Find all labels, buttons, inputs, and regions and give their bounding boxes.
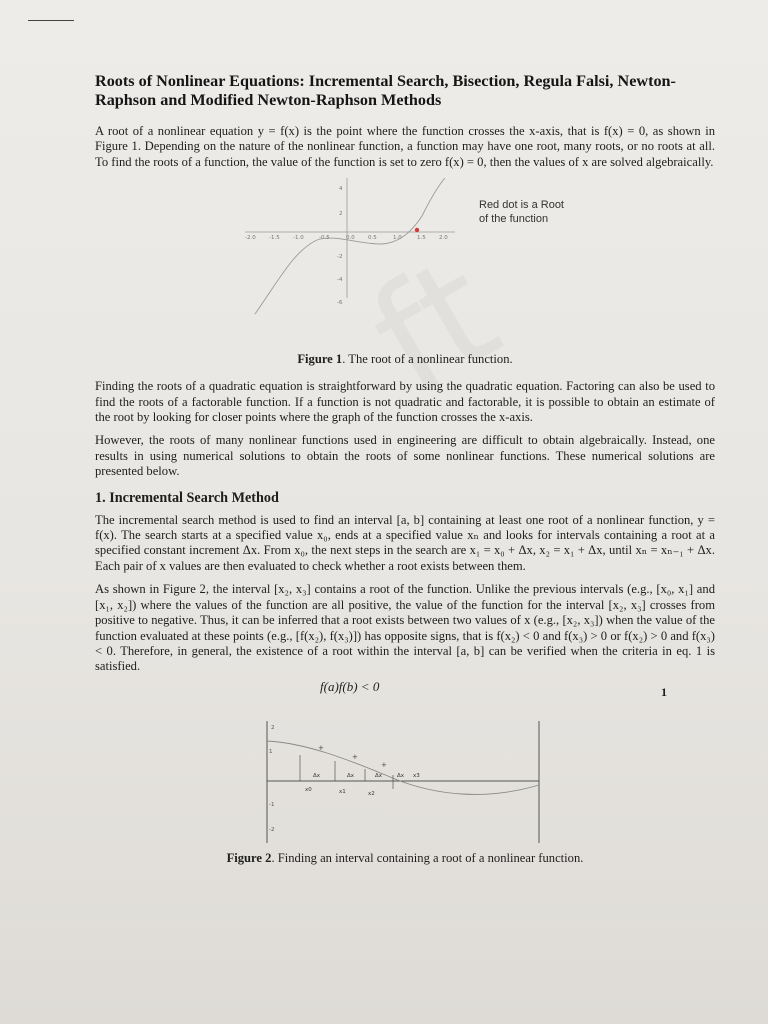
fig1-curve bbox=[255, 178, 445, 314]
fig2-plus-mark: + bbox=[318, 743, 324, 752]
header-rule bbox=[28, 20, 74, 21]
equation-1-number: 1 bbox=[661, 684, 667, 699]
fig1-xtick: 0.5 bbox=[368, 235, 377, 242]
body-paragraph-3: However, the roots of many nonlinear functions used in engineering are difficult to obtain algebraically. Instead, one results in using numerical solutions to obtain the roots of some nonlinear functions. These numerical solutions are presented below. bbox=[95, 433, 715, 479]
fig2-x3-label: x3 bbox=[413, 772, 420, 779]
figure-2-caption-text: . Finding an interval containing a root of a nonlinear function. bbox=[271, 850, 584, 865]
page-title: Roots of Nonlinear Equations: Incremental Search, Bisection, Regula Falsi, Newton-Raphson and Modified Newton-Raphson Methods bbox=[95, 72, 676, 109]
section-1-heading: 1. Incremental Search Method bbox=[95, 489, 279, 506]
fig2-plus-mark: + bbox=[352, 752, 358, 761]
fig1-xtick: 1.0 bbox=[393, 235, 402, 242]
fig2-ytick: 2 bbox=[271, 724, 275, 731]
fig1-annotation-line1: Red dot is a Root bbox=[479, 199, 564, 212]
fig1-ytick: 4 bbox=[339, 186, 343, 193]
figure-2 bbox=[95, 703, 715, 851]
section-1-paragraph-2: As shown in Figure 2, the interval [x₂, x₃] contains a root of the function. Unlike the previous intervals (e.g., [x₀, x₁] and [x₁, x₂]) where the values of the function are all positive, the value of the function for the interval [x₂, x₃] crosses from positive to negative. Thus, it can be inferred that a root exists between two values of x (e.g., [x₂, x₃]) when the value of the function evaluated at these points (e.g., [f(x₂), f(x₃)]) has opposite signs, that is f(x₂) < 0 and f(x₃) > 0 or f(x₂) > 0 and f(x₃) < 0. Therefore, in general, the existence of a root within the interval [a, b] can be verified when the criteria in eq. 1 is satisfied. bbox=[95, 582, 715, 674]
figure-1-caption-text: . The root of a nonlinear function. bbox=[342, 352, 513, 367]
fig2-ytick: -2 bbox=[269, 826, 275, 833]
fig1-xtick: -1.5 bbox=[269, 235, 280, 242]
intro-paragraph: A root of a nonlinear equation y = f(x) is the point where the function crosses the x-axis, that is f(x) = 0, as shown in Figure 1. Depending on the nature of the nonlinear function, a function may have one root, many roots, or no roots at all. To find the roots of a function, the value of the function is set to zero f(x) = 0, then the values of x are solved algebraically. bbox=[95, 124, 715, 169]
fig2-plus-mark: + bbox=[381, 760, 387, 769]
fig1-xtick: 1.5 bbox=[417, 235, 426, 242]
section-1-paragraph-1: The incremental search method is used to find an interval [a, b] containing at least one root of a nonlinear function, y = f(x). The search starts at a specified value x₀, ends at a specified value xₙ and looks for intervals containing a root at a specified constant increment Δx. From x₀, the next steps in the search are x₁ = x₀ + Δx, x₂ = x₁ + Δx, until xₙ = xₙ₋₁ + Δx. Each pair of x values are then evaluated to check whether a root exists between them. bbox=[95, 512, 715, 573]
fig1-annotation-line2: of the function bbox=[479, 213, 549, 226]
figure-1 bbox=[95, 178, 715, 346]
equation-1: f(a)f(b) < 0 bbox=[320, 678, 380, 694]
fig1-xtick: -1.0 bbox=[293, 235, 304, 242]
fig1-xtick: 0.0 bbox=[346, 235, 355, 242]
fig1-xtick: 2.0 bbox=[439, 235, 448, 242]
figure-1-caption bbox=[95, 352, 715, 367]
fig2-ytick: 1 bbox=[269, 748, 273, 755]
fig2-dx-label: Δx bbox=[313, 772, 321, 779]
fig1-ytick: -4 bbox=[337, 277, 343, 284]
fig2-dx-label: Δx bbox=[375, 772, 383, 779]
figure-1-label: Figure 1 bbox=[297, 352, 343, 367]
figure-2-plot bbox=[95, 703, 715, 851]
fig2-x-label: x2 bbox=[368, 790, 375, 797]
fig1-ytick: 2 bbox=[339, 211, 343, 218]
fig2-ytick: -1 bbox=[269, 801, 275, 808]
figure-2-caption bbox=[95, 851, 715, 866]
body-paragraph-2: Finding the roots of a quadratic equation is straightforward by using the quadratic equation. Factoring can also be used to find the roots of a factorable function. If a function is not quadratic and factorable, it is possible to obtain an estimate of the root by looking for closer points where the graph of the function crosses the x-axis. bbox=[95, 379, 715, 425]
fig1-root-dot bbox=[415, 228, 419, 232]
fig2-dx-label: Δx bbox=[347, 772, 355, 779]
figure-2-label: Figure 2 bbox=[226, 850, 272, 865]
fig2-x-label: x1 bbox=[339, 788, 346, 795]
document-body bbox=[95, 72, 715, 878]
figure-1-plot bbox=[95, 178, 715, 346]
fig1-xtick: -2.0 bbox=[245, 235, 256, 242]
fig2-dx-label: Δx bbox=[397, 772, 405, 779]
fig1-ytick: -6 bbox=[337, 300, 343, 307]
fig1-ytick: -2 bbox=[337, 254, 343, 261]
fig2-x-label: x0 bbox=[305, 786, 312, 793]
fig1-xtick: -0.5 bbox=[319, 235, 330, 242]
equation-row bbox=[95, 675, 715, 703]
